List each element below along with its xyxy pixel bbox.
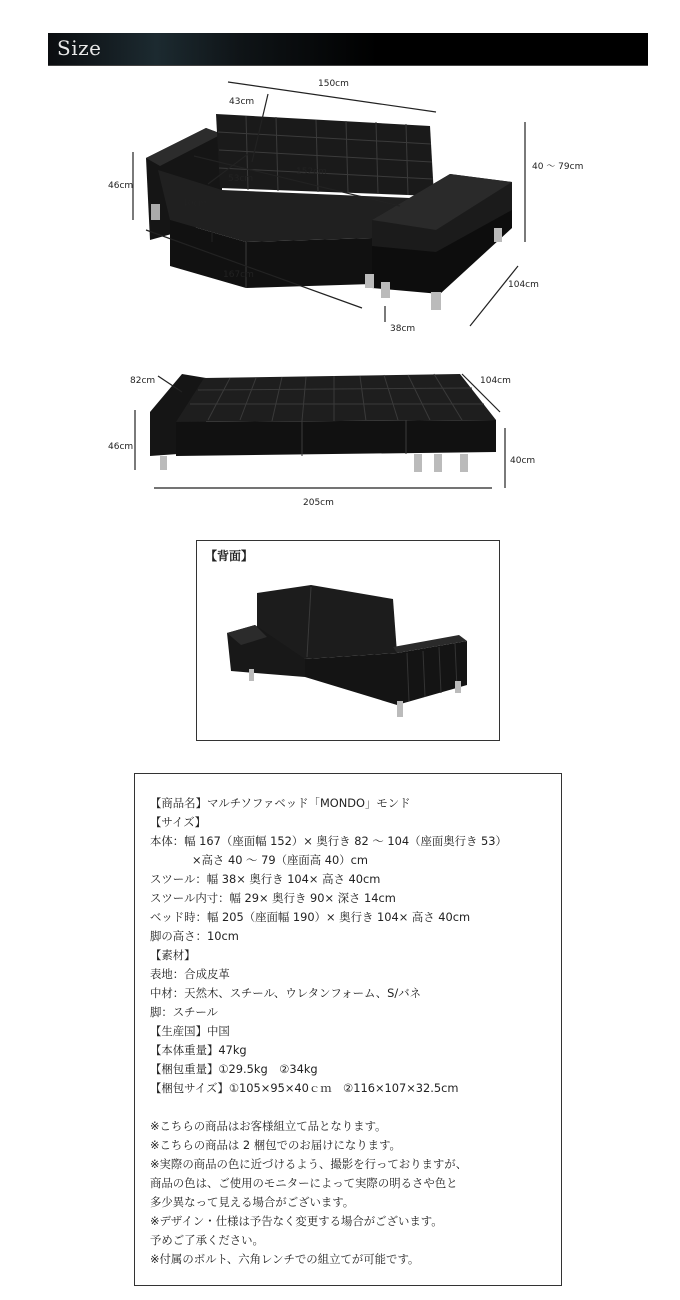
back-caption: 【背面】	[205, 549, 254, 563]
spec-stool-inner: スツール内寸：幅 29× 奥行き 90× 深さ 14cm	[150, 891, 396, 905]
size-header	[48, 33, 648, 66]
dim-40: 40cm	[182, 199, 208, 209]
note-packages: ※こちらの商品は 2 梱包でのお届けになります。	[150, 1138, 401, 1152]
dim-53: 53cm	[228, 174, 254, 184]
note-assembly: ※こちらの商品はお客様組立て品となります。	[150, 1119, 387, 1133]
spec-body-size: 本体：幅 167（座面幅 152）× 奥行き 82 ～ 104（座面奥行き 53）	[150, 834, 507, 848]
spec-size-heading: 【サイズ】	[150, 815, 207, 829]
bed-dim-40: 40cm	[510, 456, 536, 466]
note-color-3: 多少異なって見える場合がございます。	[150, 1195, 355, 1209]
back-view-image	[197, 541, 499, 740]
dim-43: 43cm	[229, 97, 255, 107]
note-design: ※デザイン・仕様は予告なく変更する場合がございます。	[150, 1214, 443, 1228]
dim-46: 46cm	[108, 181, 134, 191]
note-tools: ※付属のボルト、六角レンチでの組立てが可能です。	[150, 1252, 420, 1266]
spec-leg-height: 脚の高さ：10cm	[150, 929, 239, 943]
spec-product-name: 【商品名】マルチソファベッド「MONDO」モンド	[150, 796, 411, 810]
dim-167: 167cm	[223, 270, 254, 280]
bed-dim-46: 46cm	[108, 442, 134, 452]
dim-40-79: 40 ～ 79cm	[532, 162, 584, 172]
spec-material-heading: 【素材】	[150, 948, 196, 962]
note-color-2: 商品の色は、ご使用のモニターによって実際の明るさや色と	[150, 1176, 458, 1190]
spec-body-size-cont: ×高さ 40 ～ 79（座面高 40）cm	[192, 853, 368, 867]
spec-pack-size: 【梱包サイズ】①105×95×40ｃｍ ②116×107×32.5cm	[150, 1081, 459, 1095]
back-view-box	[196, 540, 500, 741]
size-title: Size	[57, 36, 102, 60]
bed-dim-205: 205cm	[303, 498, 334, 508]
spec-stool-size: スツール：幅 38× 奥行き 104× 高さ 40cm	[150, 872, 381, 886]
spec-surface: 表地：合成皮革	[150, 967, 230, 981]
spec-origin: 【生産国】中国	[150, 1024, 230, 1038]
bed-dim-82: 82cm	[130, 376, 156, 386]
sofa-dimension-figure	[0, 70, 680, 340]
spec-weight: 【本体重量】47kg	[150, 1043, 247, 1057]
dim-104: 104cm	[508, 280, 539, 290]
spec-filling: 中材：天然木、スチール、ウレタンフォーム、S/バネ	[150, 986, 422, 1000]
bed-dim-104: 104cm	[480, 376, 511, 386]
dim-38: 38cm	[390, 324, 416, 334]
note-acknowledge: 予めご了承ください。	[150, 1233, 264, 1247]
spec-bed-size: ベッド時：幅 205（座面幅 190）× 奥行き 104× 高さ 40cm	[150, 910, 471, 924]
dim-150: 150cm	[318, 79, 349, 89]
bed-dimension-figure	[0, 360, 680, 520]
spec-pack-weight: 【梱包重量】①29.5kg ②34kg	[150, 1062, 318, 1076]
note-color-1: ※実際の商品の色に近づけるよう、撮影を行っておりますが、	[150, 1157, 468, 1171]
spec-legs: 脚：スチール	[150, 1005, 218, 1019]
dim-152: 152cm	[296, 167, 327, 177]
spec-box	[134, 773, 562, 1286]
